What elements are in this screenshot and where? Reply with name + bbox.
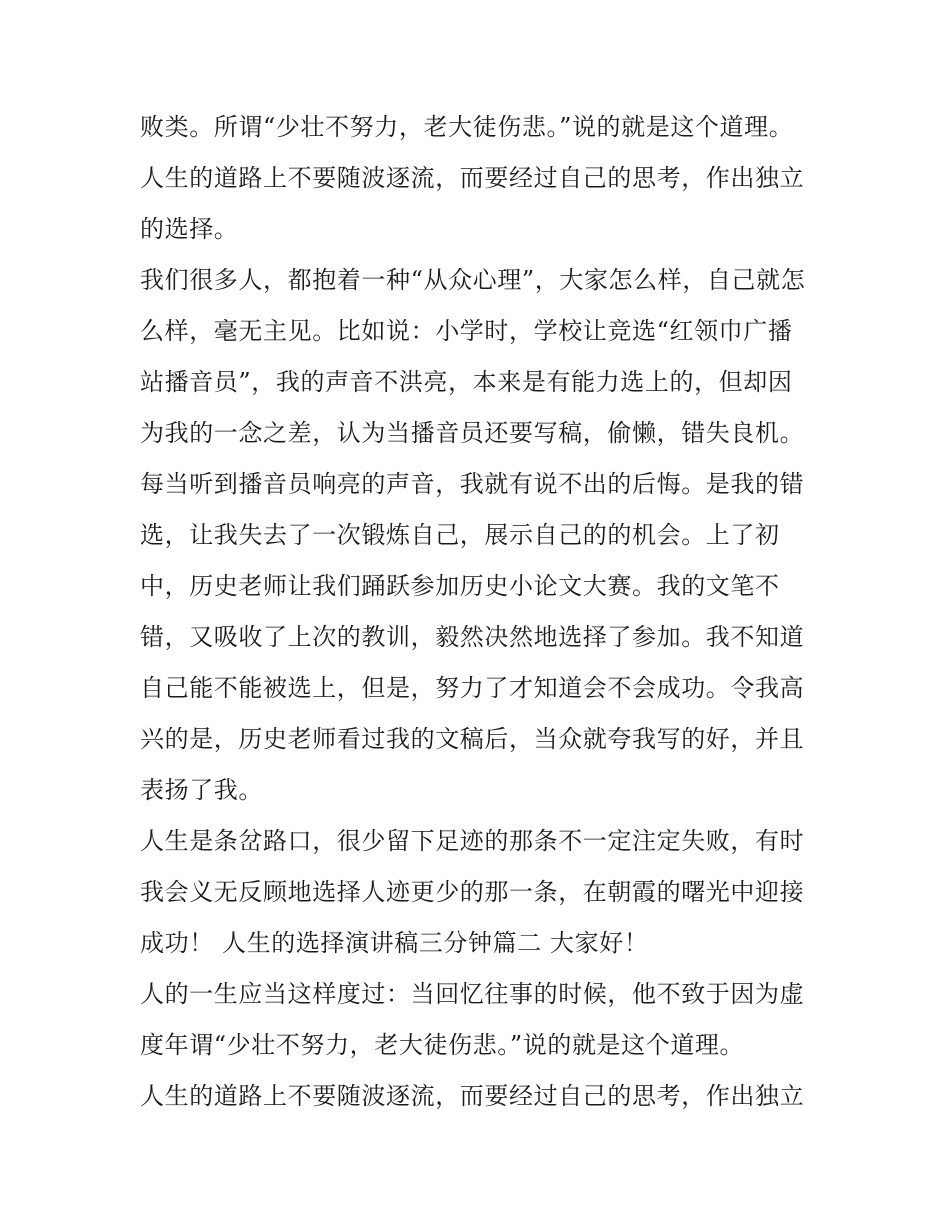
text-line: 表扬了我。 xyxy=(140,776,263,804)
text-line: 为我的一念之差，认为当播音员还要写稿，偷懒，错失良机。 xyxy=(140,419,805,447)
text-line: 中，历史老师让我们踊跃参加历史小论文大赛。我的文笔不 xyxy=(140,572,780,600)
text-line: 人生的道路上不要随波逐流，而要经过自己的思考，作出独立 xyxy=(140,164,805,192)
text-line: 么样，毫无主见。比如说：小学时，学校让竞选“红领巾广播 xyxy=(140,317,793,345)
text-line: 站播音员”，我的声音不洪亮，本来是有能力选上的，但却因 xyxy=(140,368,793,396)
text-line: 败类。所谓“少壮不努力，老大徒伤悲。”说的就是这个道理。 xyxy=(140,113,794,141)
text-line: 人的一生应当这样度过：当回忆往事的时候，他不致于因为虚 xyxy=(140,980,805,1008)
text-line: 自己能不能被选上，但是，努力了才知道会不会成功。令我高 xyxy=(140,674,805,702)
text-line: 人生是条岔路口，很少留下足迹的那条不一定注定失败，有时 xyxy=(140,827,805,855)
text-line: 人生的道路上不要随波逐流，而要经过自己的思考，作出独立 xyxy=(140,1082,805,1110)
text-line: 每当听到播音员响亮的声音，我就有说不出的后悔。是我的错 xyxy=(140,470,805,498)
text-line: 度年谓“少壮不努力，老大徒伤悲。”说的就是这个道理。 xyxy=(140,1031,745,1059)
text-line: 我会义无反顾地选择人迹更少的那一条，在朝霞的曙光中迎接 xyxy=(140,878,805,906)
text-line: 错，又吸收了上次的教训，毅然决然地选择了参加。我不知道 xyxy=(140,623,805,651)
text-line: 选，让我失去了一次锻炼自己，展示自己的的机会。上了初 xyxy=(140,521,780,549)
text-line: 我们很多人，都抱着一种“从众心理”，大家怎么样，自己就怎 xyxy=(140,266,806,294)
text-line: 成功！ 人生的选择演讲稿三分钟篇二 大家好！ xyxy=(140,929,649,957)
text-line: 兴的是，历史老师看过我的文稿后，当众就夸我写的好，并且 xyxy=(140,725,805,753)
text-line: 的选择。 xyxy=(140,215,239,243)
